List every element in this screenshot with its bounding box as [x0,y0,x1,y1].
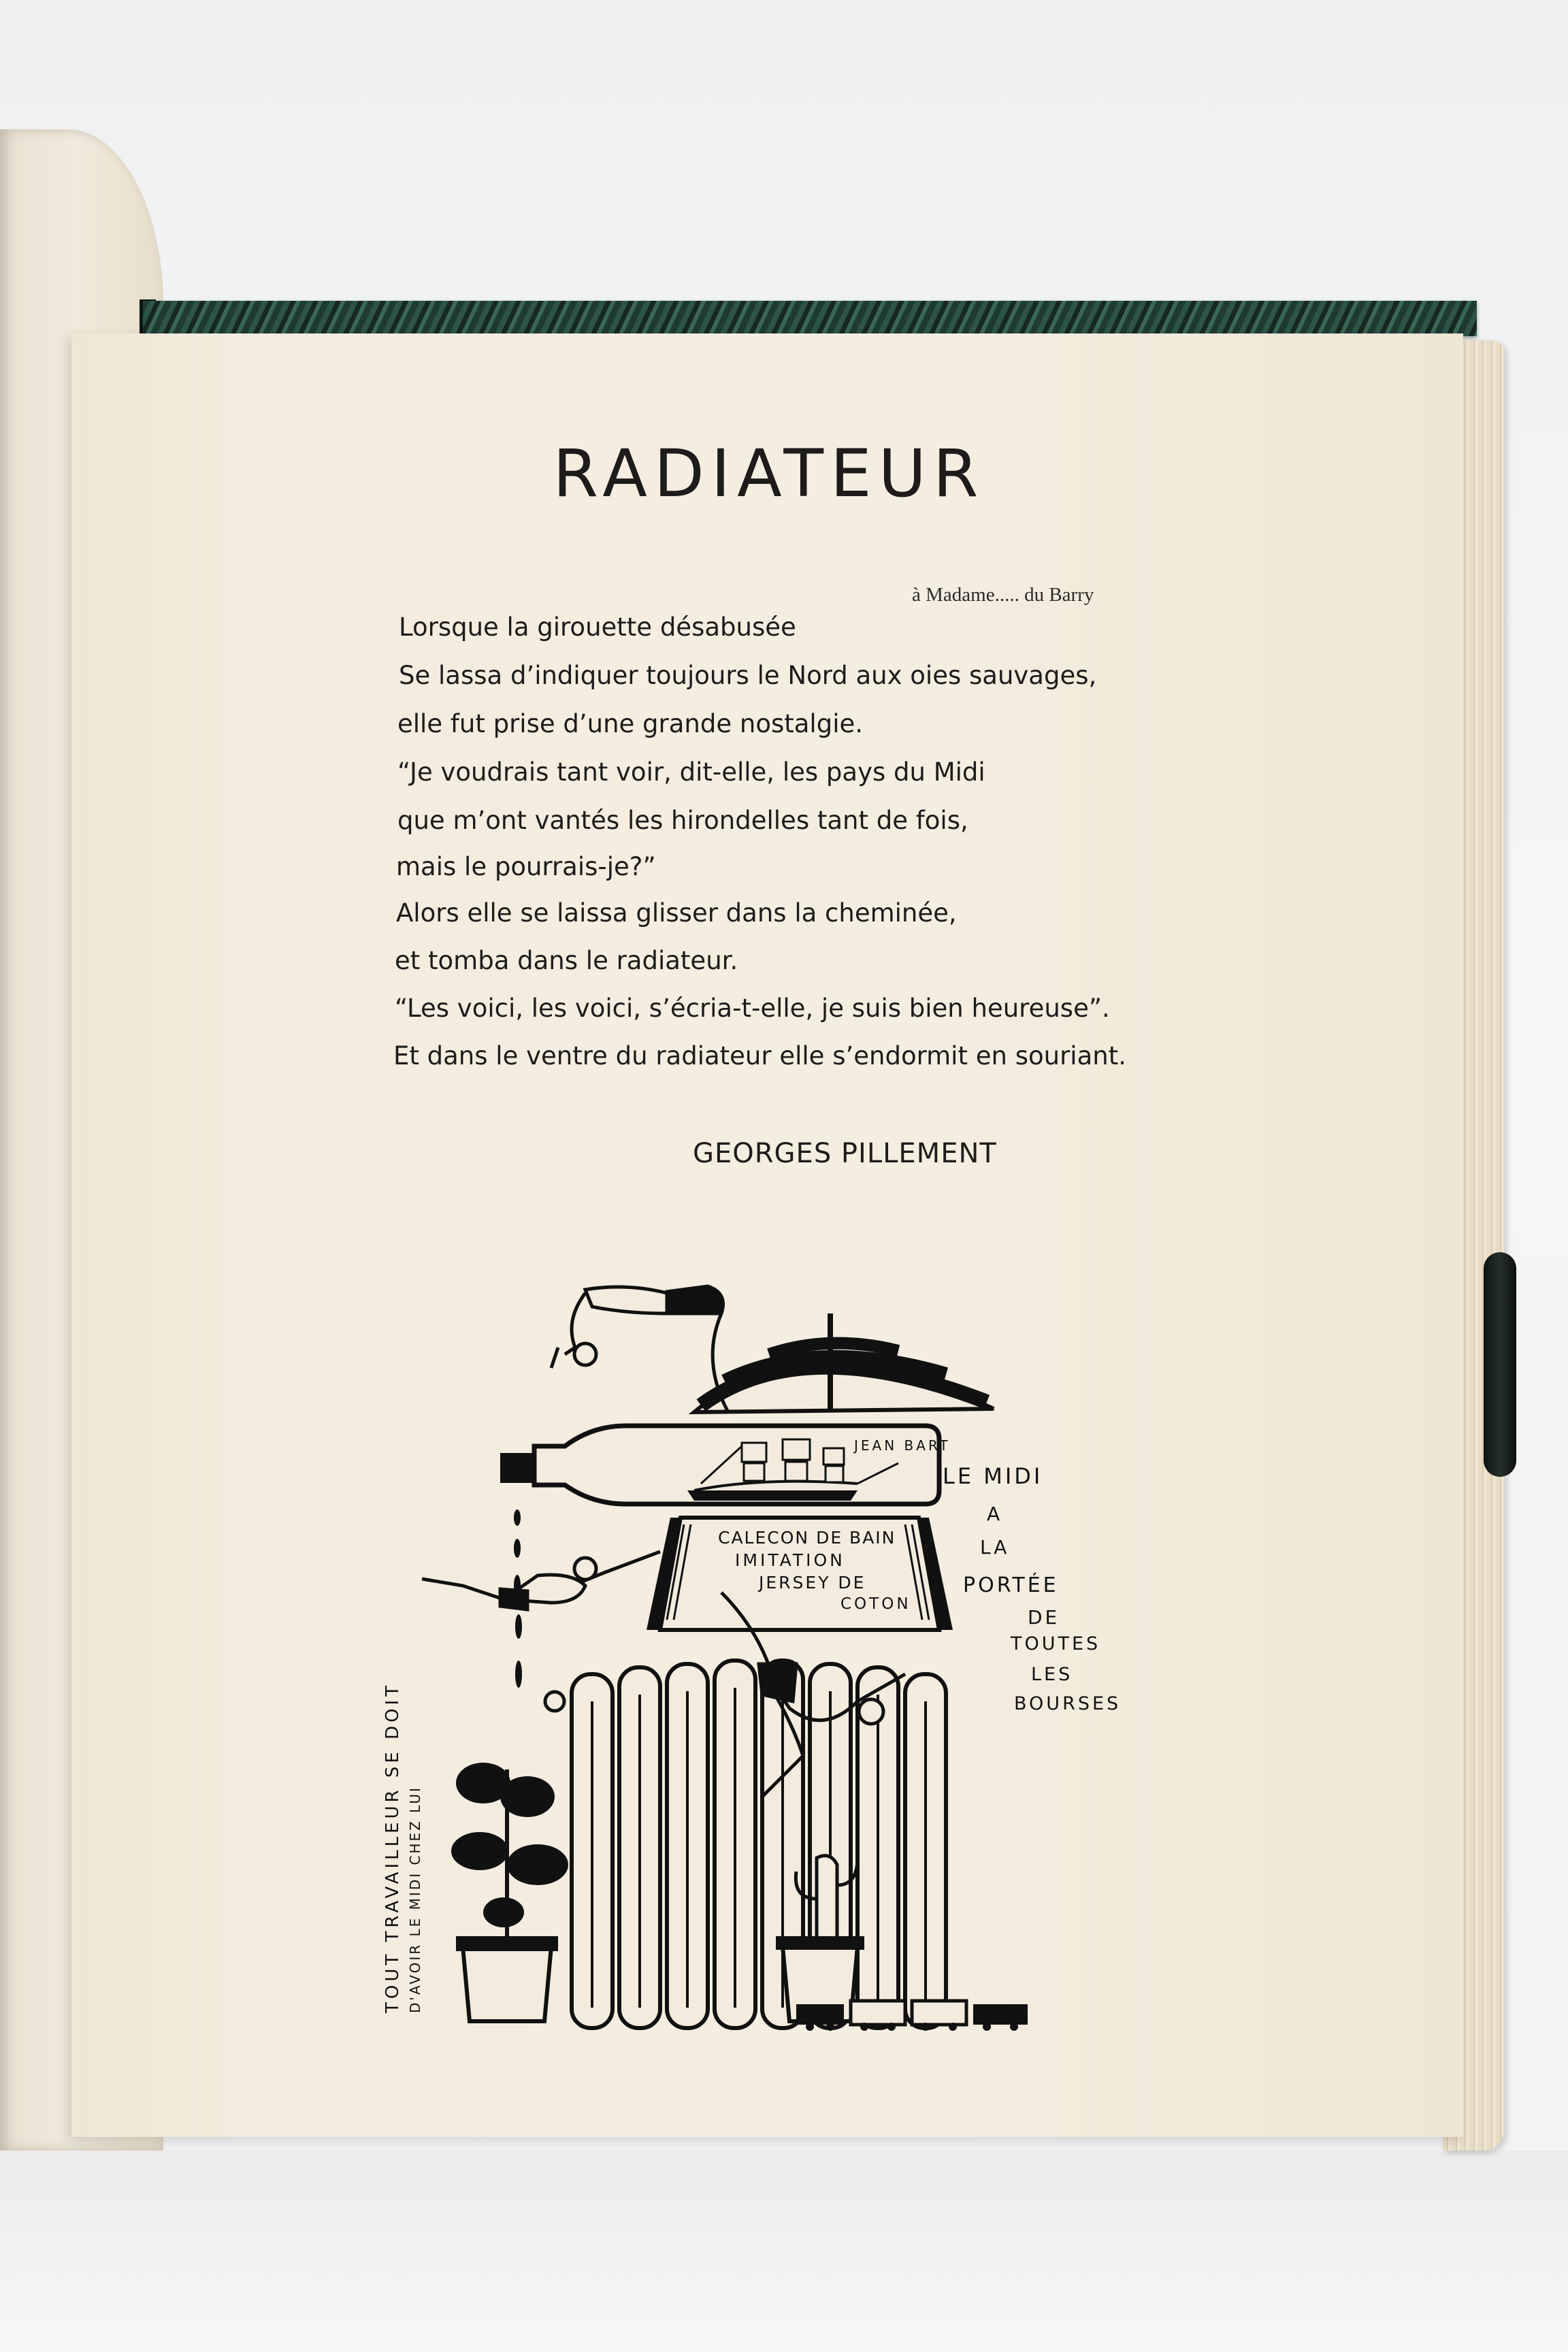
side-caption [382,1682,423,2013]
poem-author: GEORGES PILLEMENT [693,1138,997,1169]
toy-train [796,2001,1028,2031]
poem-line: Lorsque la girouette désabusée [399,612,796,642]
caption-line: LA [980,1536,1010,1558]
poem-line: mais le pourrais-je?” [396,852,656,881]
marbled-cover-edge [143,301,1477,336]
poem-line: “Les voici, les voici, s’écria-t-elle, je suis bien heureuse”. [395,994,1110,1023]
caption-line: LES [1031,1664,1073,1685]
side-caption-line: D'AVOIR LE MIDI CHEZ LUI [407,1786,423,2013]
illustration [381,1266,1130,2035]
poem-line: que m’ont vantés les hirondelles tant de fois, [397,806,968,835]
poem-line: Et dans le ventre du radiateur elle s’endormit en souriant. [393,1041,1126,1071]
poem-title: RADIATEUR [553,436,985,512]
caption-line: LE MIDI [943,1463,1043,1489]
label-line: IMITATION [735,1550,845,1570]
ship-name: JEAN BART [854,1437,951,1454]
table-surface [0,2151,1568,2352]
caption-line: BOURSES [1014,1693,1122,1714]
side-caption-line: TOUT TRAVAILLEUR SE DOIT [382,1682,403,2013]
radiator [545,1661,946,2028]
poem-line: “Je voudrais tant voir, dit-elle, les pays du Midi [397,757,985,787]
caption-line: DE [1028,1606,1060,1629]
poem-line: Alors elle se laissa glisser dans la cheminée, [396,898,957,928]
bookmark-ribbon [1484,1252,1516,1477]
caption-line: PORTÉE [963,1573,1059,1597]
diver-figure [551,1286,728,1412]
caption-line: A [987,1503,1003,1525]
label-line: JERSEY DE [759,1573,866,1592]
poem-line: Se lassa d’indiquer toujours le Nord aux oies sauvages, [399,661,1097,690]
poem-line: et tomba dans le radiateur. [395,946,738,975]
poem-dedication: à Madame..... du Barry [912,584,1094,606]
label-line: CALECON DE BAIN [718,1528,896,1548]
caption-line: TOUTES [1011,1633,1101,1654]
striped-umbrella [694,1313,994,1412]
poem-line: elle fut prise d’une grande nostalgie. [397,709,863,738]
potted-plant-left [451,1763,568,2021]
label-line: COTON [840,1595,911,1613]
swimmer-figure [422,1552,660,1610]
